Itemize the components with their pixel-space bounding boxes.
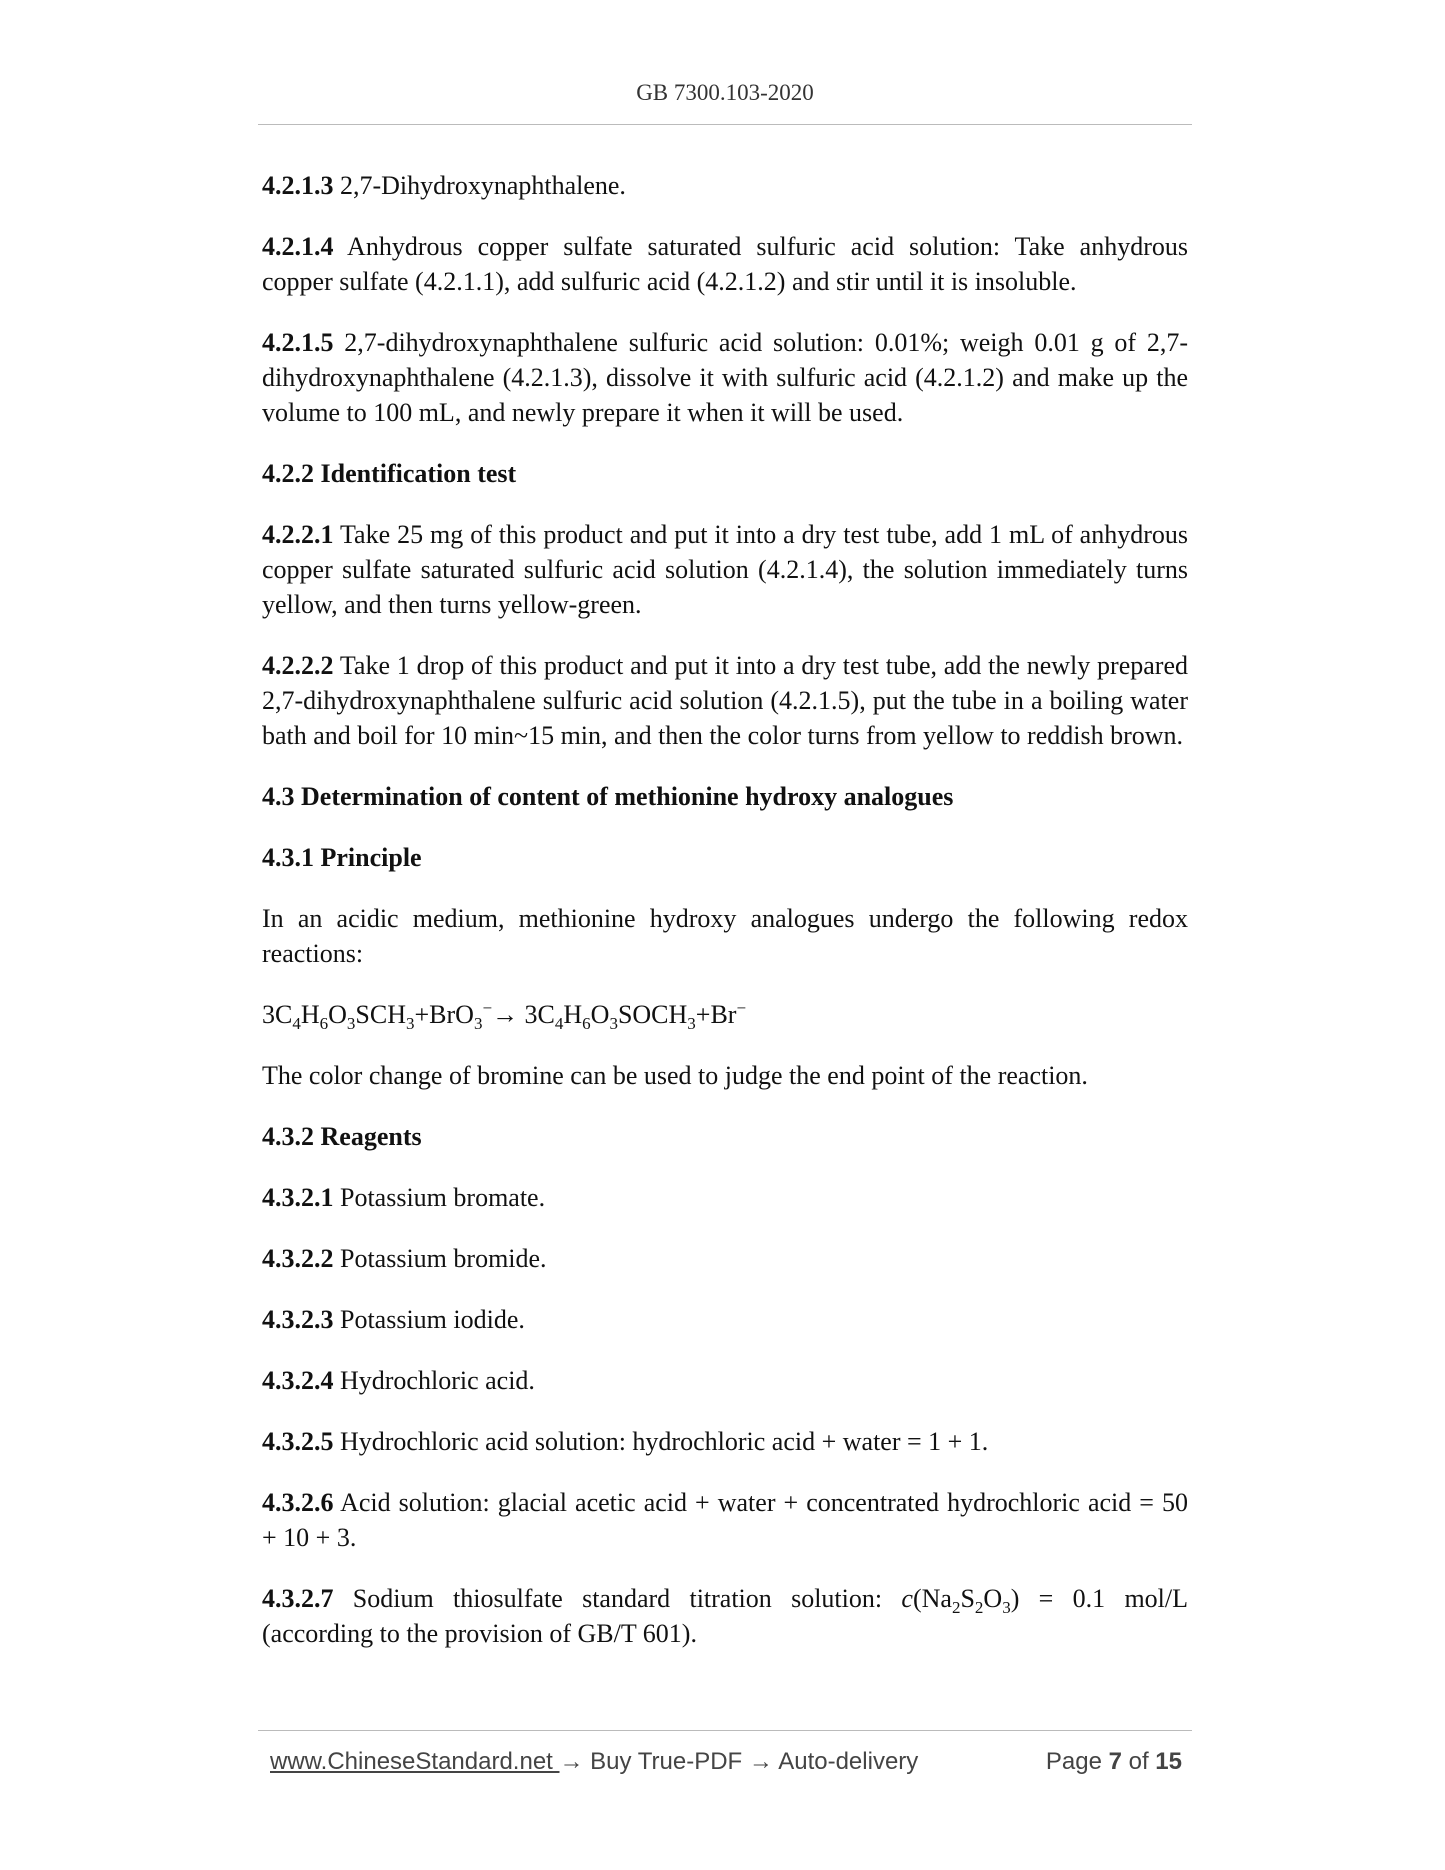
clause-number: 4.3.2.5 — [262, 1427, 334, 1456]
clause-text: 2,7-Dihydroxynaphthalene. — [333, 171, 626, 200]
eq-sub: 4 — [292, 1014, 301, 1034]
clause-text: Acid solution: glacial acetic acid + water + concentrated hydrochloric acid = 50 + 10 + 3. — [262, 1488, 1188, 1552]
heading-4-3-1: 4.3.1 Principle — [262, 843, 422, 872]
header-divider — [258, 124, 1192, 125]
clause-number: 4.3.2.7 — [262, 1584, 334, 1613]
eq-term: O — [590, 1000, 610, 1029]
footer-divider — [258, 1730, 1192, 1731]
clause-4-2-1-4 — [262, 229, 1188, 299]
clause-text: Hydrochloric acid. — [333, 1366, 535, 1395]
clause-4-3-2-2 — [262, 1241, 1188, 1276]
redox-equation — [262, 997, 1188, 1032]
clause-text: Take 25 mg of this product and put it into a dry test tube, add 1 mL of anhydrous copper sulfate saturated sulfuric acid solution (4.2.1.4), the solution immediately turns yellow, and then turns yellow-green. — [262, 520, 1188, 619]
formula-part: O — [983, 1584, 1003, 1613]
eq-sup: − — [482, 998, 493, 1018]
formula-part: (Na — [912, 1584, 952, 1613]
clause-number: 4.3.2.2 — [262, 1244, 334, 1273]
clause-text: Potassium iodide. — [333, 1305, 525, 1334]
clause-text: Hydrochloric acid solution: hydrochloric acid + water = 1 + 1. — [333, 1427, 989, 1456]
eq-term: SCH — [355, 1000, 406, 1029]
clause-number: 4.2.2.1 — [262, 520, 334, 549]
eq-term: 3C — [524, 1000, 555, 1029]
site-link[interactable]: www.ChineseStandard.net — [270, 1748, 560, 1775]
eq-term: O — [328, 1000, 347, 1029]
page-label: Page — [1045, 1748, 1109, 1775]
eq-sub: 3 — [473, 1014, 483, 1034]
clause-4-3-2-3 — [262, 1302, 1188, 1337]
principle-text: In an acidic medium, methionine hydroxy analogues undergo the following redox reactions: — [262, 904, 1188, 968]
clause-text: Anhydrous copper sulfate saturated sulfuric acid solution: Take anhydrous copper sulfate (4.2.1.1), add sulfuric acid (4.2.1.2) and stir until it is insoluble. — [262, 232, 1188, 296]
page-total: 15 — [1155, 1748, 1182, 1775]
formula-sub: 2 — [974, 1598, 984, 1618]
heading-4-2-2: 4.2.2 Identification test — [262, 459, 517, 488]
clause-text: ) = 0.1 mol/L (according to the provision of GB/T 601). — [262, 1584, 1188, 1648]
document-body — [262, 168, 1188, 1677]
eq-sub: 3 — [346, 1014, 356, 1034]
eq-term: +Br — [695, 1000, 737, 1029]
heading-4-3-2: 4.3.2 Reagents — [262, 1122, 422, 1151]
concentration-symbol: c — [901, 1584, 913, 1613]
eq-sub: 4 — [554, 1014, 564, 1034]
clause-number: 4.2.1.4 — [262, 232, 334, 261]
clause-4-3-2-6 — [262, 1485, 1188, 1555]
eq-term: H — [563, 1000, 583, 1029]
eq-sup: − — [736, 998, 747, 1018]
clause-number: 4.2.2.2 — [262, 651, 334, 680]
eq-sub: 3 — [687, 1014, 696, 1034]
footer-promo — [270, 1748, 918, 1776]
page-header: GB 7300.103-2020 — [636, 80, 814, 105]
clause-4-2-2-1 — [262, 517, 1188, 622]
eq-arrow: → — [492, 1000, 525, 1029]
clause-text: Take 1 drop of this product and put it into a dry test tube, add the newly prepared 2,7-dihydroxynaphthalene sulfuric acid solution (4.2.1.5), put the tube in a boiling water bath and boil for 10 min~15 min, and then the color turns from yellow to reddish brown. — [262, 651, 1188, 750]
clause-number: 4.3.2.6 — [262, 1488, 334, 1517]
clause-text: Sodium thiosulfate standard titration solution: — [333, 1584, 902, 1613]
formula-part: S — [960, 1584, 975, 1613]
clause-number: 4.2.1.5 — [262, 328, 334, 357]
of-label: of — [1121, 1748, 1156, 1775]
clause-4-3-2-4 — [262, 1363, 1188, 1398]
formula-sub: 3 — [1002, 1598, 1011, 1618]
eq-term: SOCH — [617, 1000, 688, 1029]
eq-term: H — [300, 1000, 320, 1029]
eq-term: +BrO — [414, 1000, 474, 1029]
clause-4-3-2-5 — [262, 1424, 1188, 1459]
eq-sub: 3 — [609, 1014, 618, 1034]
clause-number: 4.3.2.3 — [262, 1305, 334, 1334]
clause-text: Potassium bromate. — [333, 1183, 546, 1212]
heading-4-3: 4.3 Determination of content of methionine hydroxy analogues — [262, 782, 954, 811]
clause-number: 4.3.2.1 — [262, 1183, 334, 1212]
endpoint-text: The color change of bromine can be used to judge the end point of the reaction. — [262, 1061, 1088, 1090]
clause-4-3-2-1 — [262, 1180, 1188, 1215]
page-number: 7 — [1108, 1748, 1122, 1775]
clause-text: Potassium bromide. — [333, 1244, 547, 1273]
clause-4-3-2-7 — [262, 1581, 1188, 1651]
clause-text: 2,7-dihydroxynaphthalene sulfuric acid solution: 0.01%; weigh 0.01 g of 2,7-dihydroxynaphthalene (4.2.1.3), dissolve it with sulfuric acid (4.2.1.2) and make up the volume to 100 mL, and newly prepare it when it will be used. — [262, 328, 1188, 427]
page-indicator — [1046, 1748, 1182, 1776]
clause-number: 4.2.1.3 — [262, 171, 334, 200]
clause-4-2-2-2 — [262, 648, 1188, 753]
clause-number: 4.3.2.4 — [262, 1366, 334, 1395]
eq-sub: 6 — [319, 1014, 329, 1034]
promo-text: → Buy True-PDF → Auto-delivery — [559, 1748, 919, 1775]
eq-sub: 6 — [582, 1014, 591, 1034]
eq-term: 3C — [262, 1000, 293, 1029]
eq-sub: 3 — [405, 1014, 415, 1034]
formula-sub: 2 — [951, 1598, 961, 1618]
clause-4-2-1-5 — [262, 325, 1188, 430]
clause-4-2-1-3 — [262, 168, 1188, 203]
